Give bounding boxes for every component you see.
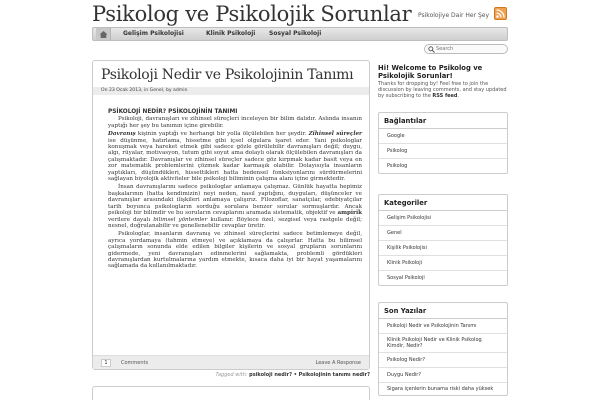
post-paragraph-3 — [108, 184, 362, 229]
post-meta: On 23 Ocak 2013, in Genel, by admin — [93, 87, 369, 95]
link-item[interactable]: Psikolog — [379, 144, 507, 159]
recent-item[interactable]: Sigara içenlerin bunama riski daha yüksek — [387, 386, 494, 392]
welcome-text-2: . — [457, 93, 460, 99]
category-item[interactable]: Klinik Psikoloji — [379, 256, 507, 271]
categories-widget — [378, 194, 508, 286]
link-item[interactable]: Google — [379, 129, 507, 144]
nav-item-gelisim[interactable]: Gelişim Psikolojisi — [123, 30, 184, 37]
recent-title: Son Yazılar — [379, 303, 507, 319]
post-footer — [93, 355, 369, 369]
site-description: Psikolojiye Dair Her Şey — [418, 12, 490, 19]
recent-item[interactable]: Duygu Nedir? — [379, 368, 507, 383]
post-paragraph-3-text-1: İnsan davranışlarını sadece psikologlar anlamaya çalışmaz. Günlük hayatta hepimiz başkalarının (hatta kendimizin) neyi neden, nasıl yaptığını, duyguları, düşünceler ve davranışlar arasındaki ilişkileri anlamaya çalışırız. Filozoflar, sanatçılar, edebiyatçılar tarih boyunca psikologların sorduğu sorulara benzer sorular sormuşlardır. Ancak psikoloji bir bilimdir ve bu soruların cevaplarını aramada sistematik, objektif ve — [108, 184, 362, 217]
post-paragraph-2-text-2: ise düşünme, hatırlama, hissetme gibi içsel olgulara işaret eder. Yani psikologlar konuşmak veya hareket etmek gibi sadece gözle görülebilir davranışları değil; duygu, algı, rüyalar, motivasyon, tutum gibi soyut ama dolaylı olarak ölçülebilen davranışları da çalışmaktadır. Davranışlar ve zihinsel süreçler sadece göz kırpmak kadar basit veya en zor matematik problemlerini çözmek kadar karmaşık olabilir. Dolayısıyla insanların yaptıkları, düşündükleri, hissettikleri hatta bedensel fonksiyonlarını sürdürmelerini sağlayan biyolojik aktiviteler bile psikoloji biliminin çalışma alanı içine girmektedir. — [108, 137, 362, 183]
category-item[interactable]: Gelişim Psikolojisi — [379, 211, 507, 226]
rss-icon[interactable] — [494, 7, 507, 20]
search-icon[interactable] — [428, 46, 435, 53]
comments-link[interactable]: Comments — [121, 360, 149, 366]
post-paragraph-3-text-2: verilere dayalı — [108, 216, 154, 223]
next-post — [92, 386, 370, 400]
welcome-widget — [378, 64, 508, 99]
nav-item-klinik[interactable]: Klinik Psikoloji — [206, 30, 256, 37]
categories-title: Kategoriler — [379, 195, 507, 211]
main-nav — [92, 27, 508, 41]
link-item[interactable]: Psikolog — [387, 163, 408, 169]
site-title[interactable]: Psikolog ve Psikolojik Sorunlar — [92, 2, 412, 26]
post-heading: PSİKOLOJİ NEDİR? PSİKOLOJİNİN TANIMI — [108, 109, 238, 115]
term-davranis: Davranış — [108, 131, 136, 138]
recent-posts-widget — [378, 302, 508, 396]
welcome-title: Hi! Welcome to Psikolog ve Psikolojik Sorunlar! — [378, 64, 483, 80]
post-paragraph-2 — [108, 131, 362, 182]
recent-item[interactable]: Psikoloji Nedir ve Psikolojinin Tanımı — [379, 319, 507, 334]
post-title[interactable]: Psikoloji Nedir ve Psikolojinin Tanımı — [101, 67, 354, 83]
post-body — [108, 109, 362, 272]
nav-item-sosyal[interactable]: Sosyal Psikoloji — [269, 30, 322, 37]
post-paragraph-1: Psikoloji, davranışları ve zihinsel süreçleri inceleyen bir bilim dalıdır. Aslında insanın yaptığı her şey bu tanımın içine girebilir. — [108, 116, 362, 129]
category-item[interactable]: Genel — [379, 226, 507, 241]
category-item[interactable]: Kişilik Psikolojisi — [379, 241, 507, 256]
links-widget — [378, 112, 508, 174]
category-item[interactable]: Sosyal Psikoloji — [387, 275, 425, 281]
search-box — [424, 44, 508, 54]
links-title: Bağlantılar — [379, 113, 507, 129]
post — [92, 60, 370, 370]
recent-item[interactable]: Klinik Psikoloji Nedir ve Klinik Psikolog Kimdir, Nedir? — [379, 334, 507, 353]
post-paragraph-4: Psikologlar, insanların davranış ve zihinsel süreçlerini sadece betimlemeye değil, ayrıca yordamaya (tahmin etmeye) ve açıklamaya da çalışırlar. Hatta bu bilimsel çalışmaların sonunda elde edilen bilgiler kişilerin ve sosyal grupların sorunlarını gidermede, yeni davranışları edinmelerini sağlamakta, problemli gördükleri davranışlardan kurtulmalarına yardım etmekte, kısaca daha iyi bir hayat yaşamalarını sağlamada da kullanılmaktadır. — [108, 231, 362, 270]
post-tags — [92, 372, 370, 378]
tag-links[interactable]: psikoloji nedir? • Psikolojinin tanımı nedir? — [249, 372, 370, 378]
post-paragraph-2-text-1: kişinin yaptığı ve herhangi bir yolla ölçülebilen her şeydir. — [135, 131, 309, 138]
term-bilimsel: bilimsel yöntemler — [153, 216, 208, 223]
term-ampirik: ampirik — [337, 210, 362, 217]
recent-item[interactable]: Psikolog Nedir? — [379, 353, 507, 368]
leave-response-link[interactable]: Leave A Response — [315, 360, 361, 366]
welcome-text-1: Thanks for dropping by! Feel free to join the discussion by leaving comments, and stay updated by subscribing to the — [378, 81, 507, 99]
home-icon[interactable] — [96, 28, 111, 40]
tags-label: Tagged with: — [215, 372, 248, 378]
term-zihinsel: Zihinsel süreçler — [308, 131, 363, 138]
rss-feed-link[interactable]: RSS feed — [432, 93, 458, 99]
comment-count-badge[interactable]: 1 — [101, 359, 111, 367]
site-header — [0, 0, 600, 26]
search-input[interactable] — [436, 45, 506, 53]
welcome-text — [378, 81, 508, 99]
post-paragraph-3-text-3: kullanır. Böylece özel, sezgisel veya rastgele değil; nesnel, doğrulanabilir ve genellenebilir cevaplar üretir. — [108, 216, 362, 229]
